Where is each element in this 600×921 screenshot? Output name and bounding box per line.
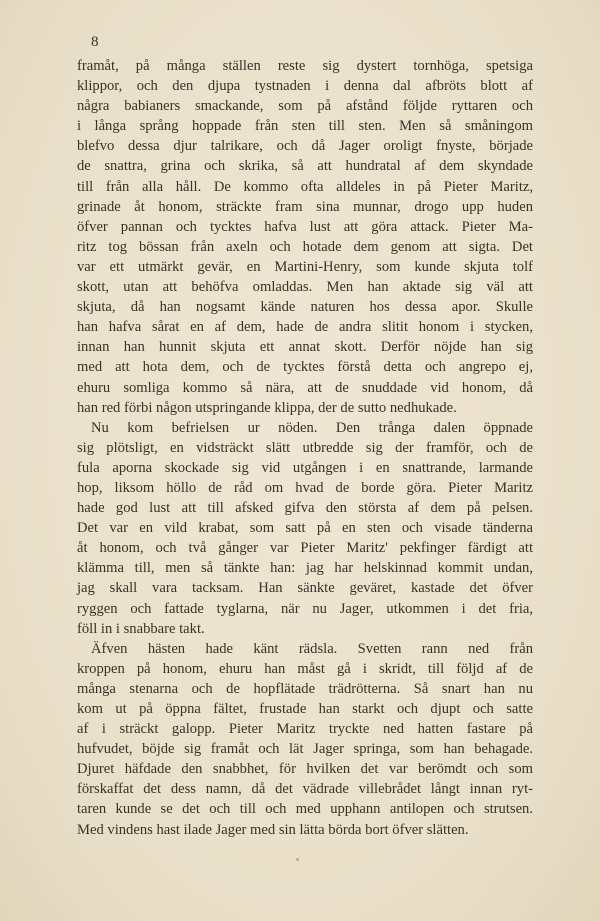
text-line: han hafva sårat en af dem, hade de andra slitit honom i stycken, bbox=[77, 319, 533, 336]
text-line: klämma till, men så tänkte han: jag har helskinnad kommit undan, bbox=[77, 560, 533, 577]
text-line: åt honom, och två gånger var Pieter Maritz' pekfinger färdigt att bbox=[77, 540, 533, 557]
text-line: jag skall vara tacksam. Han sänkte geväret, kastade det öfver bbox=[77, 580, 533, 597]
text-line: öfver pannan och tycktes hafva lust att göra attack. Pieter Ma- bbox=[77, 218, 533, 235]
text-line: sig plötsligt, en vidsträckt slätt utbredde sig der framför, och de bbox=[77, 439, 533, 456]
text-line: framåt, på många ställen reste sig dystert tornhöga, spetsiga bbox=[77, 58, 533, 74]
text-line: Äfven hästen hade känt rädsla. Svetten rann ned från bbox=[91, 640, 533, 657]
text-line: Med vindens hast ilade Jager med sin lätta börda bort öfver slätten. bbox=[77, 821, 469, 838]
text-line: Det var en vild krabat, som satt på en sten och visade tänderna bbox=[77, 520, 533, 537]
text-line: hufvudet, böjde sig framåt och lät Jager springa, som han behagade. bbox=[77, 741, 533, 758]
text-line: var ett utmärkt gevär, en Martini-Henry, som kunde skjuta tolf bbox=[77, 258, 533, 275]
text-line: till från alla håll. De kommo ofta alldeles in på Pieter Maritz, bbox=[77, 178, 533, 195]
text-line: klippor, och den djupa tystnaden i denna dal afbröts blott af bbox=[77, 78, 533, 95]
paper-speck bbox=[296, 858, 299, 861]
text-line: många stenarna och de hopflätade trädrötterna. Så snart han nu bbox=[77, 680, 533, 697]
text-line: hop, liksom höllo de råd om hvad de borde göra. Pieter Maritz bbox=[77, 479, 533, 496]
text-line: ryggen och fattade tyglarna, när nu Jager, utkommen i det fria, bbox=[77, 600, 533, 617]
body-text bbox=[77, 56, 533, 840]
text-line: skott, utan att behöfva omladdas. Men han aktade sig väl att bbox=[77, 279, 533, 296]
text-line: han red förbi någon utspringande klippa, der de sutto nedhukade. bbox=[77, 399, 457, 416]
text-line: några babianers smackande, som på afstånd följde ryttaren och bbox=[77, 98, 533, 115]
text-line: innan han hunnit skjuta ett annat skott. Derför nöjde han sig bbox=[77, 339, 533, 356]
text-line: fula aporna skockade sig vid utgången i en snattrande, larmande bbox=[77, 459, 533, 476]
text-line: grinade åt honom, sträckte fram sina munnar, drogo upp huden bbox=[77, 198, 533, 215]
text-line: Djuret häfdade den snabbhet, för hvilken det var berömdt och som bbox=[77, 761, 533, 778]
text-line: af i sträckt galopp. Pieter Maritz tryckte ned hatten fastare på bbox=[77, 721, 533, 738]
text-line: föll in i snabbare takt. bbox=[77, 620, 205, 637]
text-line: skjuta, då han nogsamt kände naturen hos dessa apor. Skulle bbox=[77, 299, 533, 316]
text-line: ritz tog bössan från axeln och hotade dem genom att sigta. Det bbox=[77, 238, 533, 255]
text-line: taren kunde se det och till och med upphann antilopen och strutsen. bbox=[77, 801, 533, 818]
text-line: i långa språng hoppade från sten till sten. Men så småningom bbox=[77, 118, 533, 135]
text-line: kroppen på honom, ehuru han måst gå i skridt, till följd af de bbox=[77, 660, 533, 677]
text-line: Nu kom befrielsen ur nöden. Den trånga dalen öppnade bbox=[91, 419, 533, 436]
text-line: blefvo dessa djur talrikare, och då Jager oroligt fnyste, började bbox=[77, 138, 533, 155]
text-line: förskaffat det dess namn, då det vädrade villebrådet långt innan ryt- bbox=[77, 781, 533, 798]
text-line: kom ut på öppna fältet, frustade han starkt och djupt och satte bbox=[77, 701, 533, 717]
text-line: ehuru somliga kommo så nära, att de snuddade vid honom, då bbox=[77, 379, 533, 396]
text-line: de snattra, grina och skrika, så att hundratal af dem skyndade bbox=[77, 158, 533, 175]
page-number: 8 bbox=[91, 34, 99, 50]
text-line: med att hota dem, och de tycktes förstå detta och angrepo ej, bbox=[77, 359, 533, 376]
text-line: hade god lust att till afsked gifva den största af dem på pelsen. bbox=[77, 500, 533, 517]
